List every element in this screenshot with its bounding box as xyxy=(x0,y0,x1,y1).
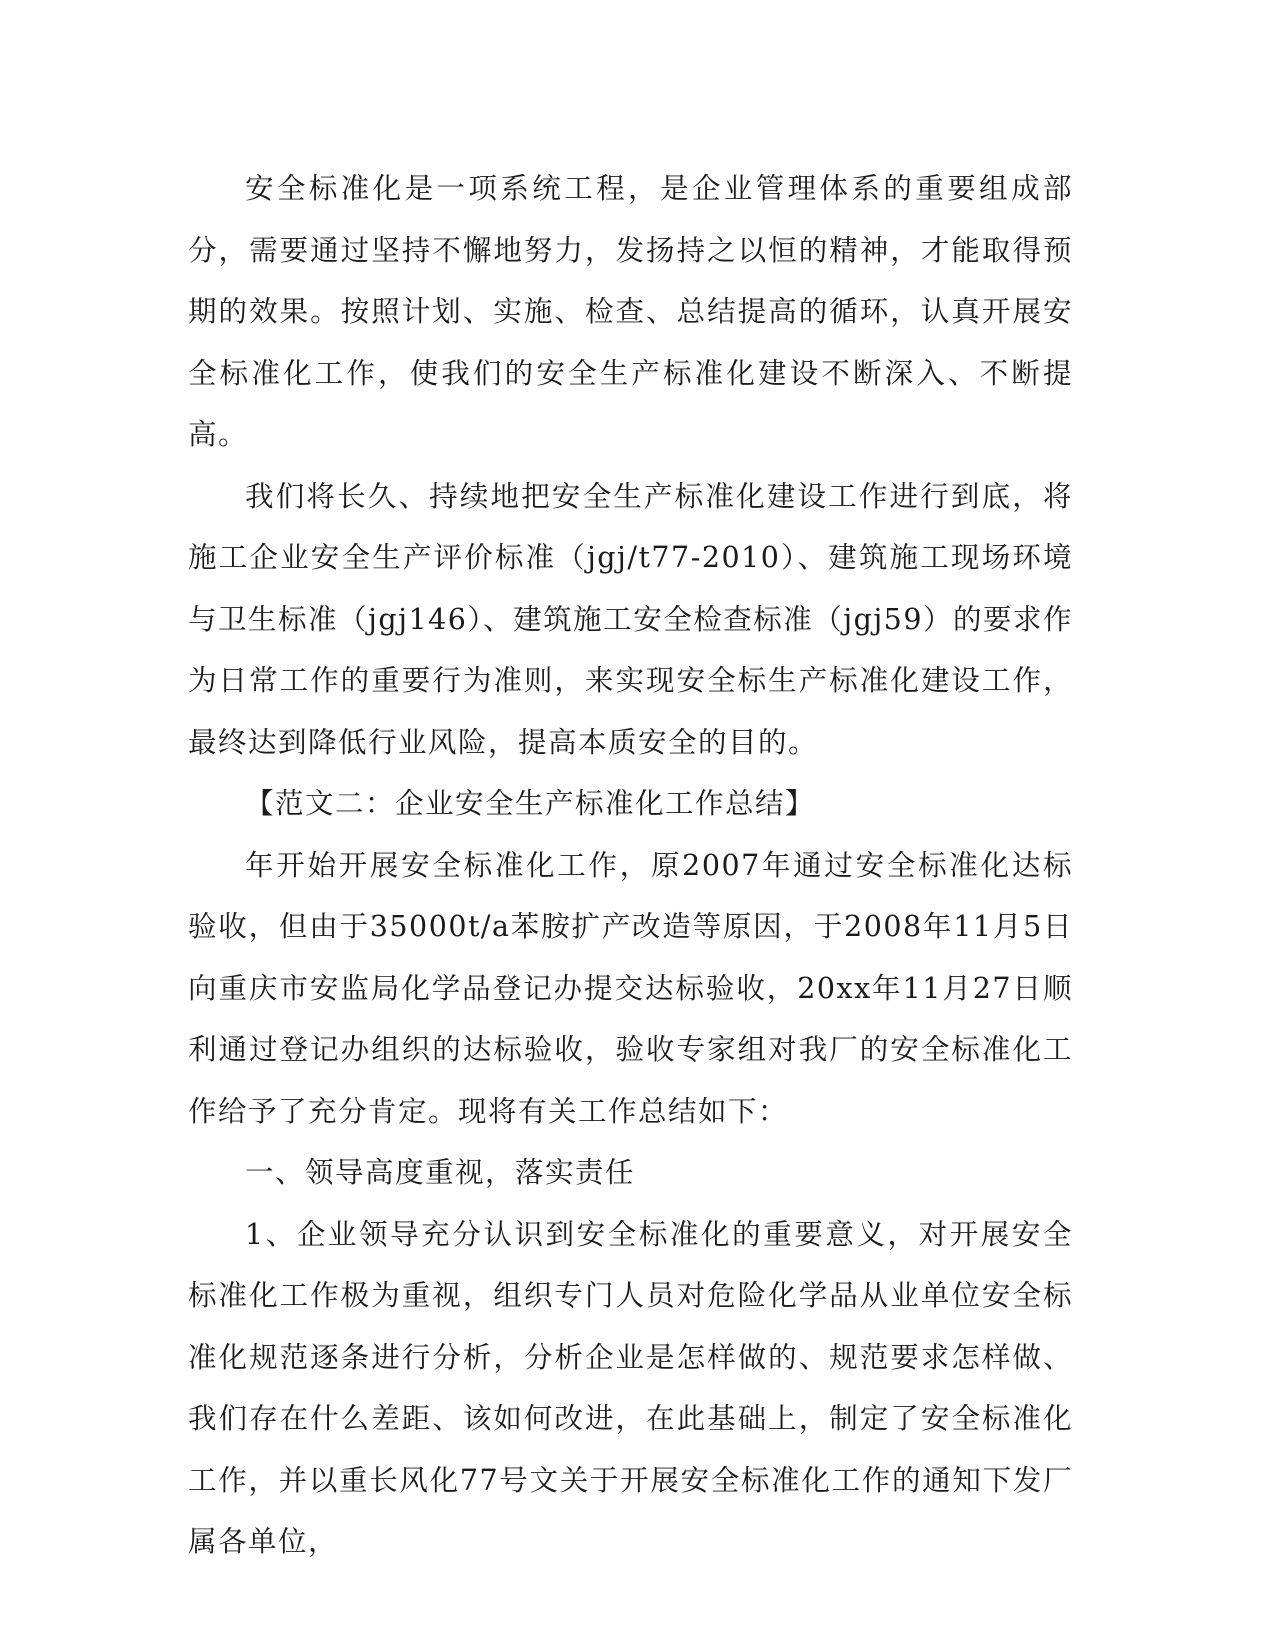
paragraph-standards-commitment: 我们将长久、持续地把安全生产标准化建设工作进行到底，将施工企业安全生产评价标准（jgj/t77-2010）、建筑施工现场环境与卫生标准（jgj146）、建筑施工安全检查标准（jgj59）的要求作为日常工作的重要行为准则，来实现安全标生产标准化建设工作，最终达到降低行业风险，提高本质安全的目的。 xyxy=(188,479,1073,759)
document-body xyxy=(188,158,1073,1573)
section-heading-sample-two: 【范文二：企业安全生产标准化工作总结】 xyxy=(245,787,816,820)
paragraph-acceptance-history: 年开始开展安全标准化工作，原2007年通过安全标准化达标验收，但由于35000t/a苯胺扩产改造等原因，于2008年11月5日向重庆市安监局化学品登记办提交达标验收，20xx年11月27日顺利通过登记办组织的达标验收，验收专家组对我厂的安全标准化工作给予了充分肯定。现将有关工作总结如下： xyxy=(188,848,1073,1128)
paragraph-leadership-item-1: 1、企业领导充分认识到安全标准化的重要意义，对开展安全标准化工作极为重视，组织专门人员对危险化学品从业单位安全标准化规范逐条进行分析，分析企业是怎样做的、规范要求怎样做、我们存在什么差距、该如何改进，在此基础上，制定了安全标准化工作，并以重长风化77号文关于开展安全标准化工作的通知下发厂属各单位， xyxy=(188,1217,1073,1558)
paragraph-safety-system: 安全标准化是一项系统工程，是企业管理体系的重要组成部分，需要通过坚持不懈地努力，发扬持之以恒的精神，才能取得预期的效果。按照计划、实施、检查、总结提高的循环，认真开展安全标准化工作，使我们的安全生产标准化建设不断深入、不断提高。 xyxy=(188,172,1073,451)
subheading-leadership: 一、领导高度重视，落实责任 xyxy=(245,1156,636,1189)
